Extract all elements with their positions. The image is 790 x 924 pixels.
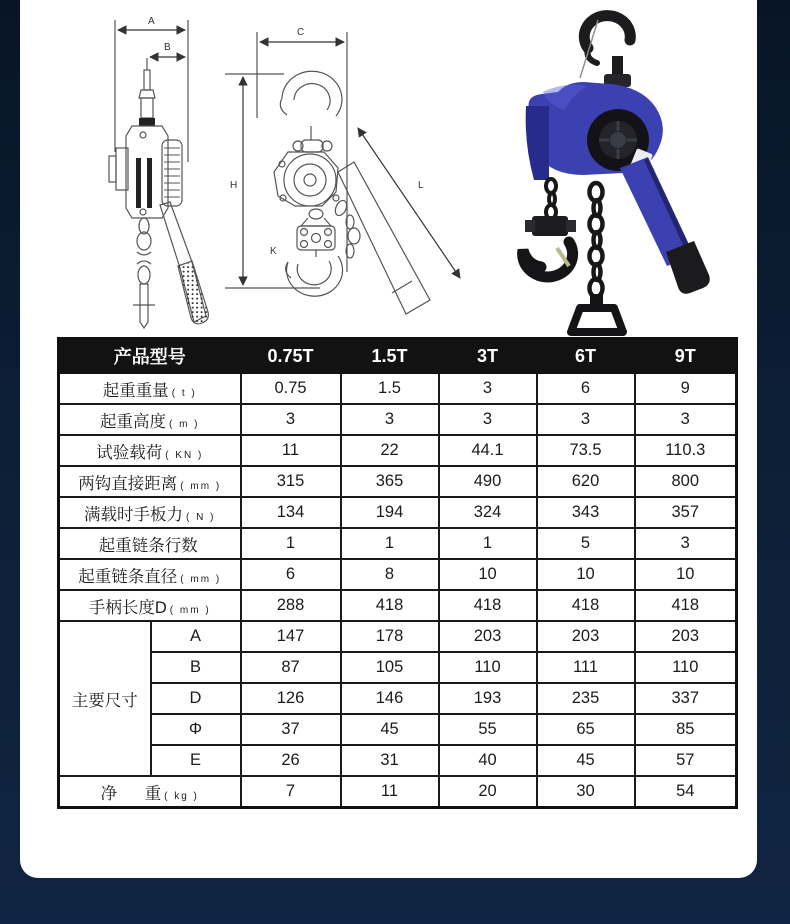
- spec-value: 418: [537, 590, 635, 621]
- row-label: 起重重量 ( t ): [59, 373, 241, 404]
- model-header-4: 9T: [635, 339, 737, 374]
- spec-value: 9: [635, 373, 737, 404]
- spec-row-chain-falls: [59, 528, 737, 559]
- spec-value: 110: [439, 652, 537, 683]
- dim-label-B: B: [164, 42, 171, 53]
- spec-value: 418: [341, 590, 439, 621]
- dimension-row-A: [59, 621, 737, 652]
- row-label: 起重链条直径 ( mm ): [59, 559, 241, 590]
- spec-row-chain-diameter: [59, 559, 737, 590]
- spec-value: 1.5: [341, 373, 439, 404]
- spec-value: 3: [537, 404, 635, 435]
- spec-value: 620: [537, 466, 635, 497]
- spec-value: 288: [241, 590, 341, 621]
- model-header-2: 3T: [439, 339, 537, 374]
- content-card: [20, 0, 757, 878]
- spec-value: 11: [341, 776, 439, 808]
- spec-value: 203: [537, 621, 635, 652]
- main-dimensions-label: 主要尺寸: [59, 621, 151, 776]
- spec-value: 65: [537, 714, 635, 745]
- spec-value: 6: [537, 373, 635, 404]
- spec-value: 45: [341, 714, 439, 745]
- model-header-0: 0.75T: [241, 339, 341, 374]
- dimension-row-D: [59, 683, 737, 714]
- spec-value: 3: [341, 404, 439, 435]
- dimension-label: A: [151, 621, 241, 652]
- spec-row-hand-force: [59, 497, 737, 528]
- spec-value: 365: [341, 466, 439, 497]
- spec-value: 110.3: [635, 435, 737, 466]
- spec-value: 57: [635, 745, 737, 776]
- model-header-3: 6T: [537, 339, 635, 374]
- row-label: 试验载荷 ( KN ): [59, 435, 241, 466]
- spec-value: 126: [241, 683, 341, 714]
- spec-value: 10: [439, 559, 537, 590]
- technical-drawings: [20, 0, 757, 336]
- spec-value: 3: [635, 404, 737, 435]
- spec-value: 315: [241, 466, 341, 497]
- spec-row-lifting-height: [59, 404, 737, 435]
- table-header-row: [59, 339, 737, 374]
- row-label: 手柄长度D ( mm ): [59, 590, 241, 621]
- spec-value: 1: [341, 528, 439, 559]
- spec-value: 105: [341, 652, 439, 683]
- spec-value: 337: [635, 683, 737, 714]
- spec-value: 1: [241, 528, 341, 559]
- spec-value: 1: [439, 528, 537, 559]
- spec-value: 203: [439, 621, 537, 652]
- dimension-label: E: [151, 745, 241, 776]
- spec-value: 10: [635, 559, 737, 590]
- spec-value: 44.1: [439, 435, 537, 466]
- dim-label-C: C: [297, 27, 305, 38]
- spec-value: 194: [341, 497, 439, 528]
- product-photo: [523, 16, 710, 332]
- spec-value: 54: [635, 776, 737, 808]
- spec-value: 85: [635, 714, 737, 745]
- spec-value: 40: [439, 745, 537, 776]
- row-label: 满载时手板力 ( N ): [59, 497, 241, 528]
- spec-table: [57, 337, 738, 809]
- spec-value: 5: [537, 528, 635, 559]
- spec-value: 418: [439, 590, 537, 621]
- spec-value: 357: [635, 497, 737, 528]
- spec-value: 31: [341, 745, 439, 776]
- chain-stopper: [571, 308, 623, 332]
- dim-label-L: L: [418, 180, 424, 191]
- spec-row-lifting-capacity: [59, 373, 737, 404]
- dim-label-K: K: [270, 246, 277, 257]
- side-view-drawing: [225, 27, 460, 314]
- dim-label-H: H: [230, 180, 238, 191]
- spec-value: 73.5: [537, 435, 635, 466]
- spec-value: 134: [241, 497, 341, 528]
- front-view-drawing: [109, 16, 208, 328]
- spec-value: 343: [537, 497, 635, 528]
- spec-value: 178: [341, 621, 439, 652]
- spec-value: 490: [439, 466, 537, 497]
- spec-value: 147: [241, 621, 341, 652]
- spec-value: 8: [341, 559, 439, 590]
- spec-value: 0.75: [241, 373, 341, 404]
- product-model-header: 产品型号: [59, 339, 241, 374]
- spec-value: 203: [635, 621, 737, 652]
- spec-value: 3: [635, 528, 737, 559]
- load-chain: [590, 183, 603, 297]
- spec-value: 324: [439, 497, 537, 528]
- dimension-label: D: [151, 683, 241, 714]
- spec-value: 111: [537, 652, 635, 683]
- spec-value: 55: [439, 714, 537, 745]
- spec-value: 7: [241, 776, 341, 808]
- spec-value: 3: [439, 373, 537, 404]
- spec-value: 3: [241, 404, 341, 435]
- spec-row-handle-length: [59, 590, 737, 621]
- spec-value: 110: [635, 652, 737, 683]
- spec-value: 3: [439, 404, 537, 435]
- spec-value: 146: [341, 683, 439, 714]
- dim-label-A: A: [148, 16, 155, 27]
- spec-value: 235: [537, 683, 635, 714]
- row-label: 起重链条行数: [59, 528, 241, 559]
- model-header-1: 1.5T: [341, 339, 439, 374]
- spec-row-hook-distance: [59, 466, 737, 497]
- row-label: 净 重 ( kg ): [59, 776, 241, 808]
- spec-value: 26: [241, 745, 341, 776]
- spec-value: 800: [635, 466, 737, 497]
- dimension-label: Φ: [151, 714, 241, 745]
- row-label: 两钩直接距离 ( mm ): [59, 466, 241, 497]
- spec-value: 11: [241, 435, 341, 466]
- spec-value: 87: [241, 652, 341, 683]
- dimension-row-phi: [59, 714, 737, 745]
- dimension-row-E: [59, 745, 737, 776]
- spec-value: 22: [341, 435, 439, 466]
- row-label: 起重高度 ( m ): [59, 404, 241, 435]
- dimension-row-B: [59, 652, 737, 683]
- spec-value: 45: [537, 745, 635, 776]
- spec-value: 10: [537, 559, 635, 590]
- spec-value: 418: [635, 590, 737, 621]
- spec-value: 37: [241, 714, 341, 745]
- spec-value: 20: [439, 776, 537, 808]
- spec-row-net-weight: [59, 776, 737, 808]
- spec-row-test-load: [59, 435, 737, 466]
- spec-value: 30: [537, 776, 635, 808]
- dimension-label: B: [151, 652, 241, 683]
- spec-value: 193: [439, 683, 537, 714]
- spec-value: 6: [241, 559, 341, 590]
